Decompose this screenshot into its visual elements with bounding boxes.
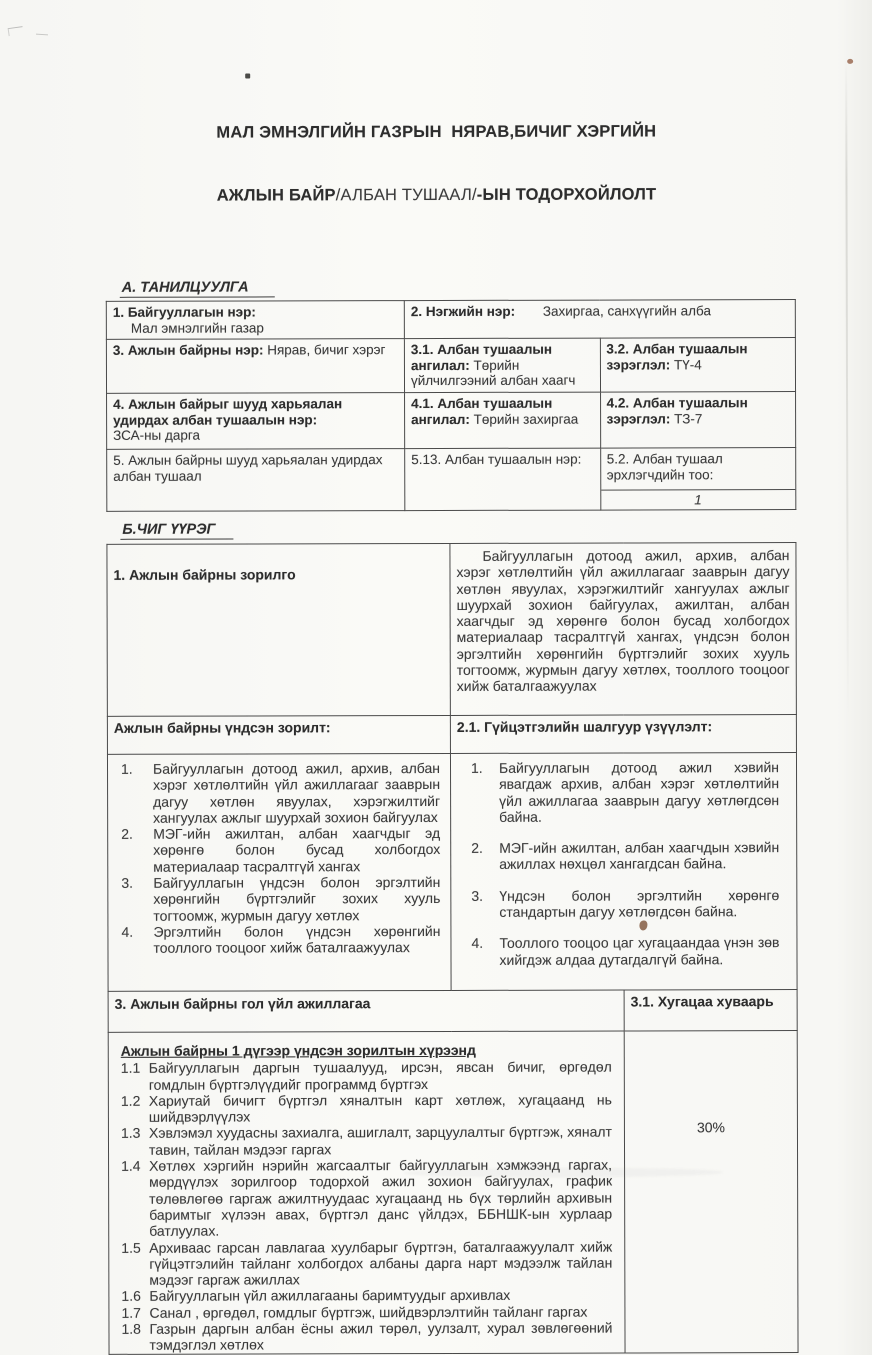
activity-number: 1.5 — [121, 1239, 141, 1256]
objective-item — [121, 874, 440, 924]
criteria-text: МЭГ-ийн ажилтан, албан хаагчдын хэвийн ажиллах нөхцөл хангагдсан байна. — [499, 839, 780, 873]
activity-item — [116, 1303, 612, 1321]
criteria-item — [471, 887, 779, 920]
objective-number: 4. — [121, 923, 134, 940]
activity-text: Газрын даргын албан ёсны ажил төрөл, уулзалт, хурал зөвлөгөөний тэмдэглэл хөтлөх — [149, 1319, 613, 1354]
table-row — [108, 990, 797, 1033]
job-name-value: Нярав, бичиг хэрэг — [267, 342, 386, 358]
section-a-heading: А. ТАНИЛЦУУЛГА — [120, 279, 275, 297]
title-part-bold-end: -ЫН ТОДОРХОЙЛОЛТ — [476, 185, 657, 204]
activity-item — [116, 1287, 612, 1305]
activity-item — [116, 1091, 612, 1125]
activity-text: Хэвлэмэл хуудасны захиалга, ашиглалт, зарцуулалтыг бүртгэж, хяналт тавин, тайлан мэдээг гаргах — [148, 1124, 612, 1158]
objective-number: 1. — [120, 760, 133, 777]
activity-number: 1.6 — [121, 1288, 141, 1305]
manager-label: 4. Ажлын байрыг шууд харьяалан удирдах албан тушаалын нэр: — [113, 396, 343, 428]
activity-text: Хөтлөх хэргийн нэрийн жагсаалтыг байгууллагын хэмжээнд гаргах, мөрдүүлэх зорилгоор тодорхой ажил зохион байгуулах, график төлөвлөгөө гаргаж ажилтнуудаас хугацаанд нь бүх төрлийн архивын баримтыг хүлээн авах, бүртгэл данс үйлдэх, ББНШК-ын хурлаар батлуулах. — [149, 1156, 613, 1240]
activities-header-cell: 3. Ажлын байрны гол үйл ажиллагаа — [108, 990, 624, 1032]
job-name-label: 3. Ажлын байрны нэр: — [112, 342, 264, 358]
job-grade-label: 3.2. Албан тушаалын зэрэглэл: — [606, 341, 748, 373]
activity-text: Хариутай бичигт бүртгэл хяналтын карт хөтлөж, хугацаанд нь шийдвэрлүүлэх — [148, 1091, 612, 1125]
activity-text: Байгууллагын үйл ажиллагааны баримтуудыг архивлах — [149, 1287, 511, 1305]
activities-subheading: Ажлын байрны 1 дүгээр үндсэн зорилтын хүрээнд — [120, 1041, 476, 1059]
criteria-item — [471, 934, 779, 967]
job-grade-value: ТҮ-4 — [673, 356, 702, 372]
section-b — [120, 519, 796, 540]
activity-text: Архиваас гарсан лавлагаа хуулбарыг бүртгэн, баталгаажуулалт хийж гүйцэтгэлийн тайланг холбогдох албаны дарга нарт мэдээлж тайлан мэдээг гаргаж ажиллах — [149, 1238, 613, 1288]
table-row — [106, 338, 795, 394]
criteria-item — [471, 759, 779, 825]
title-part-normal: /АЛБАН ТУШААЛ/ — [335, 185, 477, 205]
ink-dot-artifact — [245, 73, 250, 78]
objective-number: 2. — [121, 825, 133, 843]
section-a — [120, 277, 796, 298]
activity-number: 1.3 — [120, 1125, 141, 1142]
activities-list-cell — [108, 1031, 625, 1354]
criteria-number: 3. — [471, 887, 484, 904]
criteria-list-cell — [450, 753, 797, 991]
manager-class-label: 4.1. Албан тушаалын ангилал: — [411, 395, 553, 427]
objectives-header-cell: Ажлын байрны үндсэн зорилт: — [107, 715, 450, 754]
objective-text: Байгууллагын үндсэн болон эргэлтийн хөрөнгийн бүртгэлийг зохих хууль тогтоомж, журмын дагуу хөтлөх — [153, 874, 441, 924]
activity-number: 1.7 — [121, 1304, 141, 1321]
section-b-heading: Б.ЧИГ ҮҮРЭГ — [120, 522, 233, 540]
objective-item — [121, 923, 440, 956]
document-title — [0, 79, 872, 249]
criteria-number: 2. — [471, 840, 483, 857]
unit-name-label: 2. Нэгжийн нэр: — [410, 303, 516, 320]
criteria-number: 4. — [471, 935, 484, 952]
manager-cell — [107, 393, 405, 450]
table-row — [107, 543, 796, 717]
activity-number: 1.8 — [121, 1320, 141, 1337]
activity-text: Байгууллагын даргын тушаалууд, ирсэн, явсан бичиг, өргөдөл гомдлын бүртгэлүүдийг программд бүртгэх — [148, 1058, 612, 1093]
table-row — [107, 392, 796, 450]
table-row — [107, 448, 796, 512]
table-row — [106, 300, 795, 340]
intro-table — [106, 299, 797, 512]
position-count-cell — [600, 448, 796, 511]
org-name-value: Мал эмнэлгийн газар — [130, 319, 264, 336]
org-name-cell — [106, 301, 404, 340]
position-count-label: 5.2. Албан тушаал эрхлэгчдийн тоо: — [601, 448, 796, 491]
table-row — [107, 715, 796, 755]
title-part-bold-start: АЖЛЫН БАЙР — [216, 186, 336, 205]
objectives-list-cell — [107, 753, 451, 991]
job-class-value: Төрийн үйлчилгээний албан хаагч — [410, 357, 576, 389]
activity-item — [116, 1059, 612, 1093]
criteria-number: 1. — [470, 759, 483, 776]
job-class-cell — [404, 338, 600, 393]
objective-text: МЭГ-ийн ажилтан, албан хаагчдыг эд хөрөнгө болон бусад холбогдох материалаар тасралтгүй хангах — [153, 825, 441, 875]
criteria-text: Тооллого тооцоо цаг хугацаандаа үнэн зөв хийгдэж алдаа дутагдалгүй байна. — [499, 934, 780, 968]
unit-name-value: Захиргаа, санхүүгийн алба — [542, 303, 711, 319]
objective-item — [121, 825, 440, 875]
objective-text: Байгууллагын дотоод ажил, архив, албан хэрэг хөтлөлтийн үйл ажиллагааг зааврын дагуу хөтлөн явуулах, хэрэгжилтийг хангуулах ажлыг шуурхай зохион байгуулах — [152, 759, 441, 826]
manager-value: ЗСА-ны дарга — [113, 427, 201, 443]
criteria-item — [471, 839, 779, 872]
schedule-header-cell: 3.1. Хугацаа хуваарь — [624, 990, 797, 1031]
purpose-text-cell: Байгууллагын дотоод ажил, архив, албан хэрэг хөтлөлтийн үйл ажиллагааг зааврын дагуу хөтлөн явуулах, хэрэгжилтийг хангуулах ажлыг шуурхай зохион байгуулах, ажилтан, албан хаагчдыг эд хөрөнгө болон бусад холбогдох материалаар тасралтгүй хангах, үндсэн болон эргэлтийн хөрөнгийн бүртгэлийг зохих хууль тогтоомж, журмын дагуу хөтлөх, тооллого тооцоог хийж баталгаажуулах — [450, 543, 796, 716]
objective-text: Эргэлтийн болон үндсэн хөрөнгийн тооллого тооцоог хийж баталгаажуулах — [153, 922, 441, 957]
activity-number: 1.1 — [120, 1060, 141, 1077]
position-count-value: 1 — [694, 492, 702, 508]
table-row — [108, 1031, 798, 1354]
activity-item — [116, 1320, 612, 1354]
activity-number: 1.4 — [121, 1157, 141, 1174]
document-title-line1: МАЛ ЭМНЭЛГИЙН ГАЗРЫН НЯРАВ,БИЧИГ ХЭРГИЙН — [216, 122, 657, 142]
manager-class-value: Төрийн захиргаа — [473, 411, 579, 427]
criteria-text: Байгууллагын дотоод ажил хэвийн явагдаж архив, албан хэрэг хөтлөлтийн үйл ажиллагаа зааврын дагуу хөтлөгдсөн байна. — [498, 759, 780, 825]
job-grade-cell — [600, 338, 796, 393]
objective-number: 3. — [121, 874, 134, 891]
document-body — [106, 277, 799, 1354]
criteria-text: Үндсэн болон эргэлтийн хөрөнгө стандартын дагуу хөтлөгдсөн байна. — [499, 886, 780, 920]
red-dot-artifact — [847, 59, 853, 64]
pencil-mark-artifact — [8, 26, 24, 36]
manager-grade-cell — [600, 392, 796, 449]
job-name-cell — [106, 339, 404, 394]
criteria-header-cell: 2.1. Гүйцэтгэлийн шалгуур үзүүлэлт: — [450, 715, 796, 754]
manager-grade-label: 4.2. Албан тушаалын зэрэглэл: — [606, 395, 748, 427]
manager-class-cell — [405, 392, 601, 449]
activity-text: Санал , өргөдөл, гомдлыг бүртгэж, шийдвэрлэлтийн тайланг гаргах — [149, 1303, 588, 1321]
activity-item — [116, 1238, 612, 1288]
manager-grade-value: ТЗ-7 — [674, 410, 703, 426]
table-row — [107, 753, 797, 992]
activity-item — [116, 1124, 612, 1158]
job-class-label: 3.1. Албан тушаалын ангилал: — [410, 341, 553, 373]
activity-number: 1.2 — [120, 1092, 141, 1109]
document-title-line2 — [0, 184, 872, 207]
pencil-mark-artifact — [36, 31, 48, 36]
schedule-value-cell: 30% — [624, 1031, 798, 1353]
purpose-label: 1. Ажлын байрны зорилго — [113, 566, 296, 583]
purpose-cell — [107, 543, 450, 716]
duties-table — [106, 542, 798, 1354]
org-name-label: 1. Байгууллагын нэр: — [112, 304, 256, 320]
objective-item — [121, 760, 440, 826]
unit-name-cell — [404, 300, 795, 339]
subordinate-cell: 5. Ажлын байрны шууд харьяалан удирдах албан тушаал — [107, 449, 405, 512]
subordinate-name-cell: 5.13. Албан тушаалын нэр: — [405, 448, 601, 511]
